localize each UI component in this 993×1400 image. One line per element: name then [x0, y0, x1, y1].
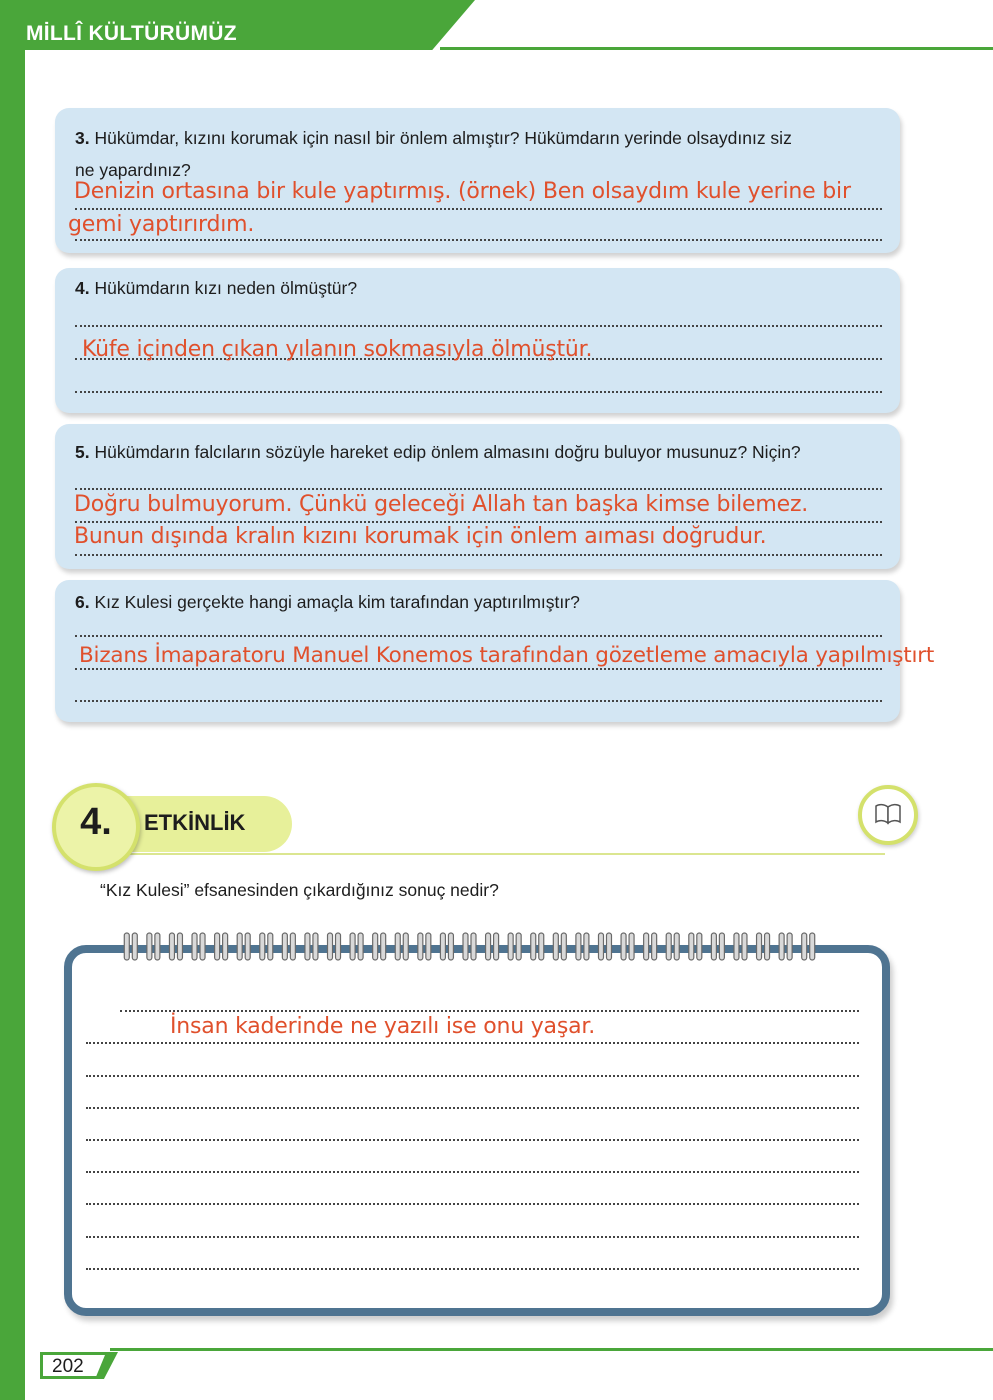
notebook-line[interactable]	[86, 1139, 859, 1141]
notebook-line[interactable]	[86, 1236, 859, 1238]
spiral-ring	[373, 933, 386, 960]
spiral-ring	[711, 933, 724, 960]
book-icon	[875, 803, 901, 825]
question-box-6	[55, 580, 935, 722]
notebook-answer-area	[64, 945, 890, 1316]
spiral-ring	[395, 933, 408, 960]
handwritten-activity-answer: İnsan kaderinde ne yazılı ise onu yaşar.	[170, 1014, 595, 1039]
spiral-ring	[757, 933, 770, 960]
notebook-line[interactable]	[86, 1171, 859, 1173]
spiral-ring	[734, 933, 747, 960]
question-box-5	[55, 424, 900, 569]
spiral-ring	[621, 933, 634, 960]
answer-line[interactable]	[75, 325, 882, 327]
spiral-ring	[124, 933, 137, 960]
spiral-ring	[598, 933, 611, 960]
handwritten-answer-3-line2: gemi yaptırırdım.	[68, 212, 255, 237]
answer-line[interactable]	[75, 635, 882, 637]
question-box-3	[55, 108, 900, 253]
spiral-ring	[418, 933, 431, 960]
notebook-line[interactable]	[86, 1042, 859, 1044]
spiral-ring	[169, 933, 182, 960]
answer-line[interactable]	[75, 488, 882, 490]
spiral-ring	[147, 933, 160, 960]
spiral-ring	[553, 933, 566, 960]
spiral-ring	[215, 933, 228, 960]
answer-line[interactable]	[75, 521, 882, 523]
notebook-line[interactable]	[120, 1010, 859, 1012]
spiral-ring	[440, 933, 453, 960]
spiral-ring	[779, 933, 792, 960]
spiral-ring	[576, 933, 589, 960]
question-box-4	[55, 268, 900, 413]
answer-line[interactable]	[75, 668, 882, 670]
answer-line[interactable]	[75, 554, 882, 556]
activity-question: “Kız Kulesi” efsanesinden çıkardığınız sonuç nedir?	[100, 880, 499, 900]
notebook-line[interactable]	[86, 1107, 859, 1109]
spiral-ring	[802, 933, 815, 960]
spiral-ring	[463, 933, 476, 960]
spiral-ring	[689, 933, 702, 960]
answer-line[interactable]	[75, 391, 882, 393]
question-5-text: 5. Hükümdarın falcıların sözüyle hareket edip önlem almasını doğru buluyor musunuz? Niçin?	[75, 442, 801, 462]
spiral-ring	[350, 933, 363, 960]
notebook-line[interactable]	[86, 1203, 859, 1205]
answer-line[interactable]	[75, 208, 882, 210]
question-3-line2: ne yapardınız?	[75, 160, 191, 180]
question-number: 4.	[75, 278, 90, 298]
question-number: 5.	[75, 442, 90, 462]
book-badge	[858, 785, 918, 845]
handwritten-answer-4: Küfe içinden çıkan yılanın sokmasıyla ölmüştür.	[82, 337, 593, 362]
page-section-title: MİLLÎ KÜLTÜRÜMÜZ	[26, 22, 237, 45]
header-line	[440, 47, 993, 50]
spiral-ring	[644, 933, 657, 960]
question-4-text: 4. Hükümdarın kızı neden ölmüştür?	[75, 278, 358, 298]
spiral-ring	[508, 933, 521, 960]
notebook-line[interactable]	[86, 1268, 859, 1270]
spiral-ring	[666, 933, 679, 960]
handwritten-answer-3-line1: Denizin ortasına bir kule yaptırmış. (örnek) Ben olsaydım kule yerine bir	[74, 179, 851, 204]
spiral-ring	[531, 933, 544, 960]
activity-number-badge	[52, 783, 140, 871]
question-3-line1: 3. Hükümdar, kızını korumak için nasıl bir önlem almıştır? Hükümdarın yerinde olsaydınız siz	[75, 128, 792, 148]
handwritten-answer-6: Bizans İmaparatoru Manuel Konemos tarafından gözetleme amacıyla yapılmıştırt	[79, 643, 935, 668]
left-green-bar	[0, 0, 25, 1400]
handwritten-answer-5-line2: Bunun dışında kralın kızını korumak için önlem aıması doğrudur.	[74, 524, 767, 549]
activity-underline	[130, 853, 885, 855]
spiral-ring	[486, 933, 499, 960]
spiral-ring	[260, 933, 273, 960]
footer-line	[110, 1348, 993, 1351]
answer-line[interactable]	[75, 239, 882, 241]
question-6-text: 6. Kız Kulesi gerçekte hangi amaçla kim tarafından yaptırılmıştır?	[75, 592, 580, 612]
spiral-ring	[305, 933, 318, 960]
activity-number: 4.	[80, 801, 112, 843]
handwritten-answer-5-line1: Doğru bulmuyorum. Çünkü geleceği Allah tan başka kimse bilemez.	[74, 492, 809, 517]
spiral-ring	[282, 933, 295, 960]
spiral-ring	[328, 933, 341, 960]
question-number: 6.	[75, 592, 90, 612]
question-number: 3.	[75, 128, 90, 148]
page-number: 202	[52, 1356, 84, 1377]
notebook-line[interactable]	[86, 1075, 859, 1077]
spiral-ring	[192, 933, 205, 960]
spiral-binding	[120, 930, 820, 964]
answer-line[interactable]	[75, 700, 882, 702]
activity-label: ETKİNLİK	[144, 810, 246, 835]
spiral-ring	[237, 933, 250, 960]
